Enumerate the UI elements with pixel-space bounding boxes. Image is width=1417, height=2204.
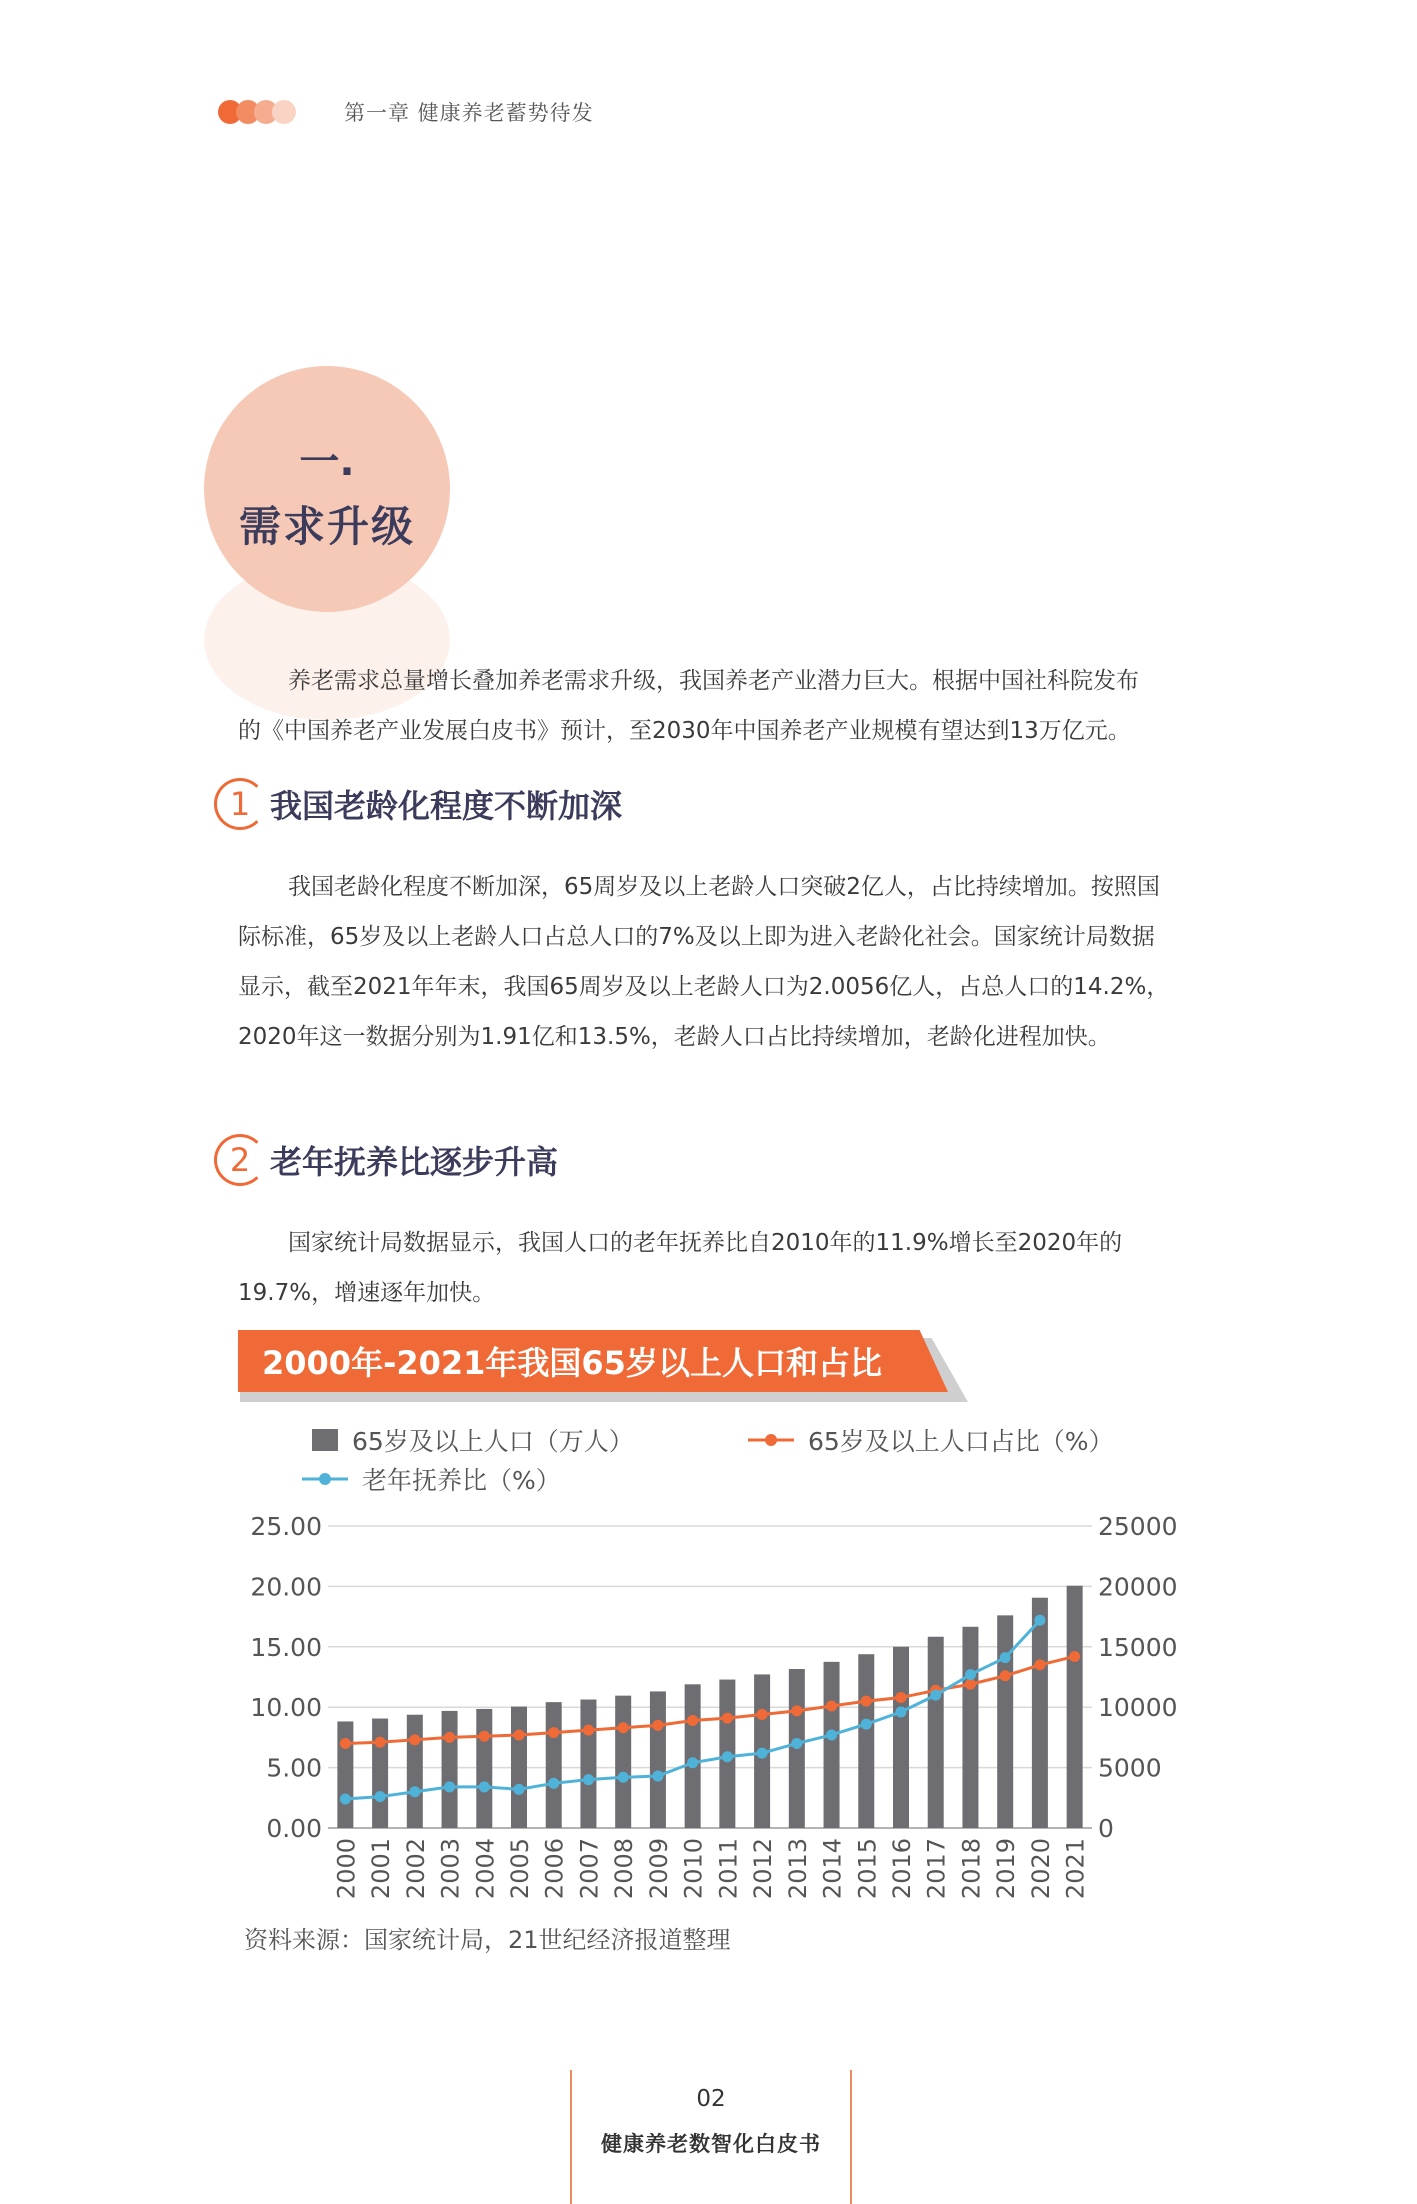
section2-line-2: 19.7%，增速逐年加快。 xyxy=(238,1280,496,1306)
x-tick-label: 2021 xyxy=(1061,1838,1090,1900)
y-right-tick-label: 20000 xyxy=(1098,1572,1178,1602)
x-tick-label: 2007 xyxy=(575,1838,604,1900)
x-tick-label: 2001 xyxy=(367,1838,396,1900)
ratio-point-2009 xyxy=(652,1720,663,1731)
bar-2007 xyxy=(580,1700,596,1828)
bar-2001 xyxy=(372,1719,388,1828)
y-right-tick-label: 0 xyxy=(1098,1814,1114,1843)
x-tick-label: 2011 xyxy=(714,1838,743,1900)
y-right-tick-label: 10000 xyxy=(1098,1693,1178,1723)
bar-2020 xyxy=(1032,1598,1048,1828)
dependency-point-2001 xyxy=(375,1791,386,1802)
y-right-tick-label: 15000 xyxy=(1098,1632,1178,1662)
dependency-point-2020 xyxy=(1034,1615,1045,1626)
section1-title: 我国老龄化程度不断加深 xyxy=(270,787,623,825)
bar-2006 xyxy=(546,1702,562,1828)
y-right-tick-label: 5000 xyxy=(1098,1753,1162,1783)
dependency-point-2016 xyxy=(896,1707,907,1718)
y-left-tick-label: 0.00 xyxy=(266,1814,322,1843)
bar-2014 xyxy=(824,1662,840,1828)
dependency-point-2010 xyxy=(687,1757,698,1768)
ratio-point-2005 xyxy=(514,1729,525,1740)
intro-line-1: 养老需求总量增长叠加养老需求升级，我国养老产业潜力巨大。根据中国社科院发布 xyxy=(288,668,1139,694)
page-number: 02 xyxy=(696,2086,726,2112)
ratio-point-2019 xyxy=(1000,1670,1011,1681)
dependency-point-2012 xyxy=(757,1748,768,1759)
ratio-point-2015 xyxy=(861,1696,872,1707)
x-tick-label: 2012 xyxy=(749,1838,778,1900)
ratio-point-2006 xyxy=(548,1727,559,1738)
hero-number: 一. xyxy=(299,439,355,485)
ratio-point-2001 xyxy=(375,1737,386,1748)
section1-number-badge: 1 xyxy=(214,778,266,830)
y-left-tick-label: 15.00 xyxy=(250,1632,322,1662)
dependency-point-2019 xyxy=(1000,1652,1011,1663)
ratio-point-2003 xyxy=(444,1732,455,1743)
dependency-point-2007 xyxy=(583,1774,594,1785)
x-tick-label: 2016 xyxy=(888,1838,916,1900)
y-left-tick-label: 20.00 xyxy=(250,1572,322,1602)
ratio-point-2000 xyxy=(340,1738,351,1749)
dependency-point-2000 xyxy=(340,1794,351,1805)
ratio-point-2011 xyxy=(722,1713,733,1724)
x-tick-label: 2013 xyxy=(783,1838,812,1900)
section2-number-badge: 2 xyxy=(214,1134,266,1186)
dependency-point-2011 xyxy=(722,1751,733,1762)
x-tick-label: 2005 xyxy=(506,1838,534,1900)
ratio-point-2018 xyxy=(965,1679,976,1690)
ratio-point-2010 xyxy=(687,1715,698,1726)
x-tick-label: 2004 xyxy=(471,1838,500,1900)
legend-ratio-label: 65岁及以上人口占比（%） xyxy=(808,1427,1114,1456)
ratio-point-2007 xyxy=(583,1725,594,1736)
x-tick-label: 2003 xyxy=(436,1838,465,1900)
ratio-point-2013 xyxy=(791,1705,802,1716)
dependency-point-2002 xyxy=(409,1786,420,1797)
dependency-point-2006 xyxy=(548,1778,559,1789)
bar-2002 xyxy=(407,1715,423,1828)
x-tick-label: 2017 xyxy=(922,1838,951,1900)
section1-line-1: 我国老龄化程度不断加深，65周岁及以上老龄人口突破2亿人，占比持续增加。按照国 xyxy=(288,874,1160,900)
bar-2016 xyxy=(893,1647,909,1828)
ratio-point-2020 xyxy=(1034,1659,1045,1670)
bar-2004 xyxy=(476,1709,492,1828)
legend-population-label: 65岁及以上人口（万人） xyxy=(352,1427,634,1456)
x-tick-label: 2019 xyxy=(992,1838,1021,1900)
x-tick-label: 2010 xyxy=(679,1838,708,1900)
dependency-point-2004 xyxy=(479,1781,490,1792)
dependency-point-2008 xyxy=(618,1772,629,1783)
dependency-point-2017 xyxy=(930,1690,941,1701)
x-tick-label: 2006 xyxy=(540,1838,569,1900)
x-tick-label: 2015 xyxy=(853,1838,882,1900)
bar-2015 xyxy=(858,1654,874,1828)
chapter-title: 第一章 健康养老蓄势待发 xyxy=(344,101,594,125)
bar-2018 xyxy=(962,1627,978,1828)
legend-dependency-label: 老年抚养比（%） xyxy=(362,1466,561,1495)
ratio-point-2016 xyxy=(896,1692,907,1703)
x-tick-label: 2008 xyxy=(610,1838,639,1900)
hero-title: 需求升级 xyxy=(238,502,415,551)
dependency-point-2003 xyxy=(444,1781,455,1792)
dependency-point-2014 xyxy=(826,1729,837,1740)
bar-2021 xyxy=(1067,1586,1083,1828)
y-left-tick-label: 25.00 xyxy=(250,1512,322,1541)
x-tick-label: 2002 xyxy=(401,1838,430,1900)
ratio-point-2021 xyxy=(1069,1651,1080,1662)
dependency-point-2009 xyxy=(652,1771,663,1782)
bar-2010 xyxy=(685,1684,701,1828)
section1-line-3: 显示，截至2021年年末，我国65周岁及以上老龄人口为2.0056亿人，占总人口的14.2%， xyxy=(238,974,1170,1000)
section1-line-2: 际标准，65岁及以上老龄人口占总人口的7%及以上即为进入老龄化社会。国家统计局数据 xyxy=(238,924,1155,950)
section2-title: 老年抚养比逐步升高 xyxy=(270,1143,559,1181)
dependency-point-2005 xyxy=(514,1784,525,1795)
intro-line-2: 的《中国养老产业发展白皮书》预计，至2030年中国养老产业规模有望达到13万亿元。 xyxy=(238,718,1131,744)
x-tick-label: 2014 xyxy=(818,1838,847,1900)
section1-line-4: 2020年这一数据分别为1.91亿和13.5%，老龄人口占比持续增加，老龄化进程加快。 xyxy=(238,1024,1111,1050)
source-note: 资料来源：国家统计局，21世纪经济报道整理 xyxy=(244,1926,731,1954)
y-right-tick-label: 25000 xyxy=(1098,1512,1178,1541)
dependency-point-2018 xyxy=(965,1669,976,1680)
book-title: 健康养老数智化白皮书 xyxy=(601,2132,821,2156)
ratio-point-2004 xyxy=(479,1731,490,1742)
x-tick-label: 2018 xyxy=(957,1838,986,1900)
x-tick-label: 2000 xyxy=(332,1838,361,1900)
bar-2005 xyxy=(511,1707,527,1828)
y-left-tick-label: 10.00 xyxy=(250,1693,322,1723)
bar-2000 xyxy=(337,1721,353,1828)
ratio-point-2012 xyxy=(757,1709,768,1720)
bar-2019 xyxy=(997,1615,1013,1828)
ratio-point-2002 xyxy=(409,1734,420,1745)
dependency-point-2013 xyxy=(791,1738,802,1749)
ratio-point-2008 xyxy=(618,1722,629,1733)
section2-line-1: 国家统计局数据显示，我国人口的老年抚养比自2010年的11.9%增长至2020年的 xyxy=(288,1230,1123,1256)
bar-2017 xyxy=(928,1637,944,1828)
bar-2003 xyxy=(442,1711,458,1828)
dependency-point-2015 xyxy=(861,1719,872,1730)
x-tick-label: 2009 xyxy=(644,1838,673,1900)
bar-2009 xyxy=(650,1691,666,1828)
bar-2008 xyxy=(615,1696,631,1828)
y-left-tick-label: 5.00 xyxy=(266,1753,322,1783)
chart-title: 2000年-2021年我国65岁以上人口和占比 xyxy=(262,1344,882,1382)
x-tick-label: 2020 xyxy=(1026,1838,1055,1900)
ratio-point-2014 xyxy=(826,1700,837,1711)
